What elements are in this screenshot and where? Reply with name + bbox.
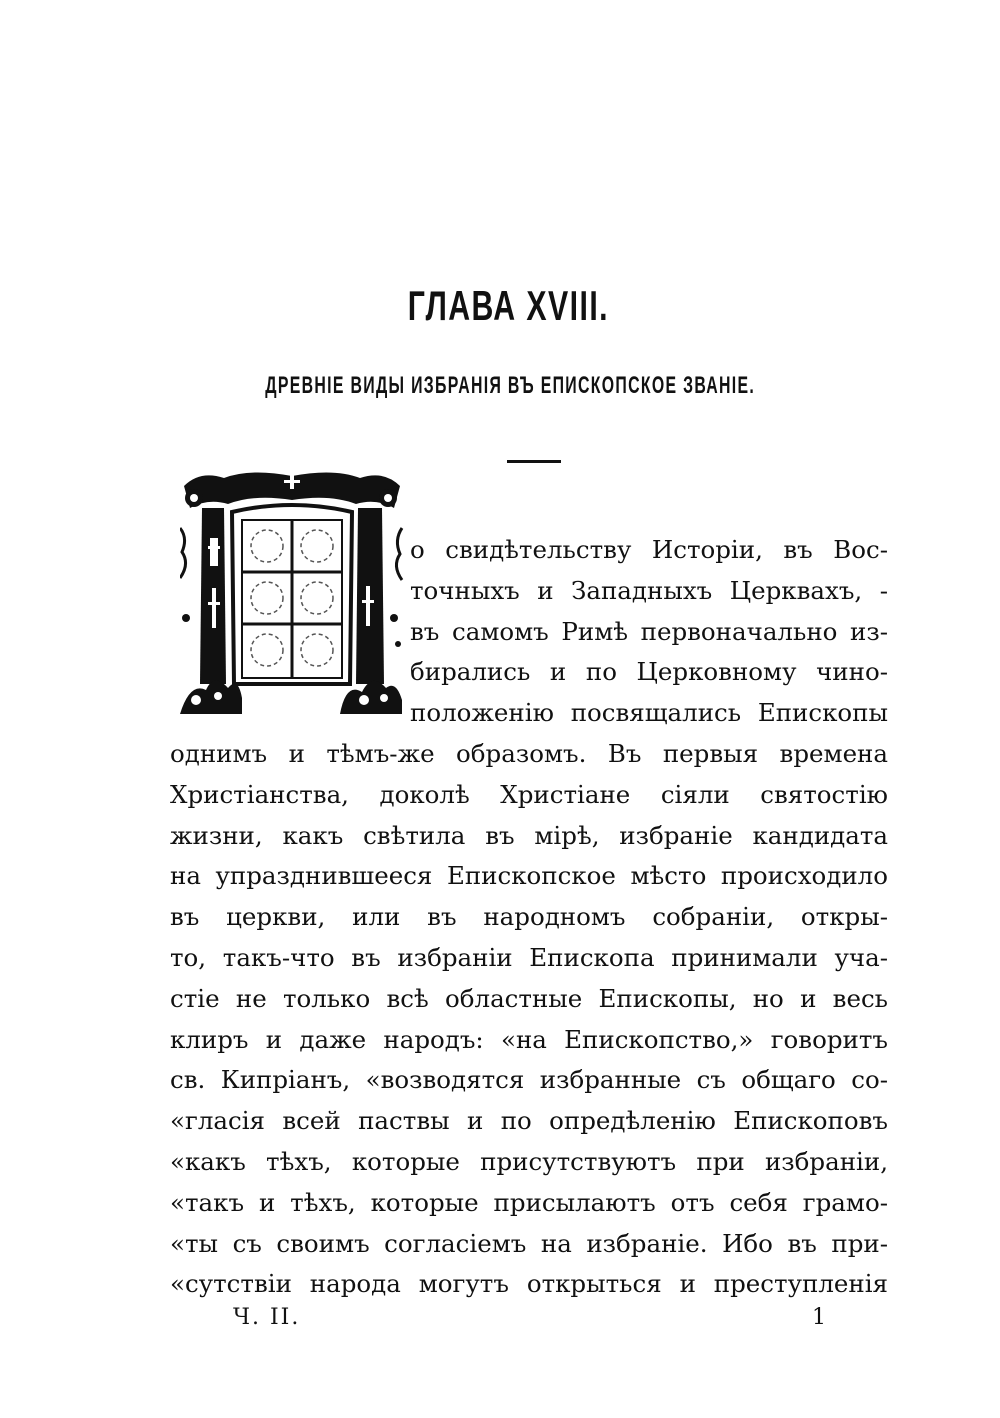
text-line: св. Кипріанъ, «возводятся избранные съ общаго со-	[170, 1065, 888, 1095]
signature-mark: Ч. II.	[233, 1305, 301, 1330]
chapter-subtitle: ДРЕВНІЕ ВИДЫ ИЗБРАНІЯ ВЪ ЕПИСКОПСКОЕ ЗВАНІЕ.	[265, 372, 756, 399]
text-line: «сутствіи народа могутъ открыться и преступленія	[170, 1269, 888, 1299]
page-number: 1	[812, 1305, 826, 1330]
text-line: положенію посвящались Епископы	[410, 698, 888, 728]
text-line: въ церкви, или въ народномъ собраніи, откры-	[170, 902, 888, 932]
text-line: «ты съ своимъ согласіемъ на избраніе. Ибо въ при-	[170, 1228, 888, 1258]
text-line: однимъ и тѣмъ-же образомъ. Въ первыя времена	[170, 738, 888, 768]
text-line: «гласія всей паствы и по опредѣленію Епископовъ	[170, 1106, 888, 1136]
text-line: «какъ тѣхъ, которые присутствуютъ при избраніи,	[170, 1146, 888, 1176]
text-line: въ самомъ Римѣ первоначально из-	[410, 616, 888, 646]
body-text	[170, 530, 888, 1305]
text-line: «такъ и тѣхъ, которые присылаютъ отъ себя грамо-	[170, 1187, 888, 1217]
text-line: то, такъ-что въ избраніи Епископа принимали уча-	[170, 942, 888, 972]
text-line: о свидѣтельству Исторіи, въ Вос-	[410, 535, 888, 564]
chapter-heading: ГЛАВА XVIII.	[407, 282, 610, 329]
text-line: точныхъ и Западныхъ Церквахъ, -	[410, 575, 888, 605]
text-line: Христіанства, доколѣ Христіане сіяли святостію	[170, 779, 888, 809]
text-line: клиръ и даже народъ: «на Епископство,» говоритъ	[170, 1024, 888, 1054]
decorative-rule	[507, 460, 561, 463]
text-line: бирались и по Церковному чино-	[410, 657, 888, 687]
text-line: на упразднившееся Епископское мѣсто происходило	[170, 861, 888, 891]
text-line: жизни, какъ свѣтила въ мірѣ, избраніе кандидата	[170, 820, 888, 850]
text-line: стіе не только всѣ областные Епископы, но и весь	[170, 983, 888, 1013]
